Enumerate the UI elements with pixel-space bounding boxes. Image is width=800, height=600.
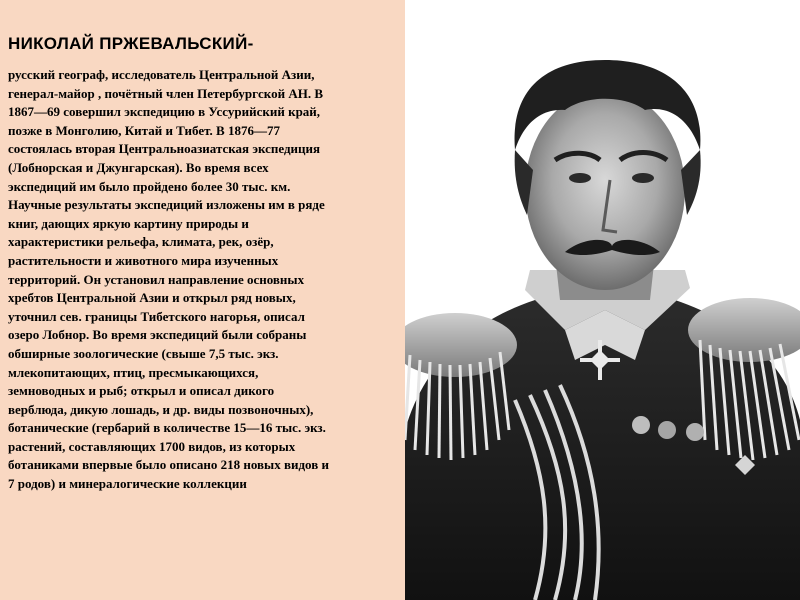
portrait-photo	[405, 0, 800, 600]
text-line: Научные результаты экспедиций изложены им в ряде	[8, 197, 325, 213]
biography-text	[8, 66, 400, 494]
text-line: растений, составляющих 1700 видов, из которых	[8, 438, 296, 454]
text-line: характеристики рельефа, климата, рек, озёр,	[8, 234, 274, 250]
text-line: млекопитающих, птиц, пресмыкающихся,	[8, 364, 259, 380]
text-line: генерал-майор , почётный член Петербургской АН. В	[8, 85, 324, 101]
text-line: ботанические (гербарий в количестве 15—16 тыс. экз.	[8, 420, 326, 436]
text-line: 7 родов) и минералогические коллекции	[8, 476, 247, 492]
text-line: книг, дающих яркую картину природы и	[8, 215, 249, 231]
text-line: верблюда, дикую лошадь, и др. виды позвоночных),	[8, 401, 314, 417]
text-line: (Лобнорская и Джунгарская). Во время всех	[8, 159, 269, 175]
slide-title: НИКОЛАЙ ПРЖЕВАЛЬСКИЙ-	[8, 34, 254, 53]
text-line: состоялась вторая Центральноазиатская экспедиция	[8, 141, 321, 157]
text-line: озеро Лобнор. Во время экспедиций были собраны	[8, 327, 307, 343]
text-line: обширные зоологические (свыше 7,5 тыс. экз.	[8, 345, 279, 361]
text-line: русский географ, исследователь Центральной Азии,	[8, 67, 315, 82]
text-line: ботаниками впервые было описано 218 новых видов и	[8, 457, 329, 473]
text-line: уточнил сев. границы Тибетского нагорья, описал	[8, 308, 305, 324]
text-line: 1867—69 совершил экспедицию в Уссурийский край,	[8, 104, 321, 120]
text-line: территорий. Он установил направление основных	[8, 271, 305, 287]
text-line: позже в Монголию, Китай и Тибет. В 1876—77	[8, 122, 280, 138]
text-line: растительности и животного мира изученных	[8, 252, 279, 268]
text-line: земноводных и рыб; открыл и описал дикого	[8, 383, 275, 399]
text-line: хребтов Центральной Азии и открыл ряд новых,	[8, 290, 296, 306]
text-line: экспедиций им было пройдено более 30 тыс. км.	[8, 178, 291, 194]
